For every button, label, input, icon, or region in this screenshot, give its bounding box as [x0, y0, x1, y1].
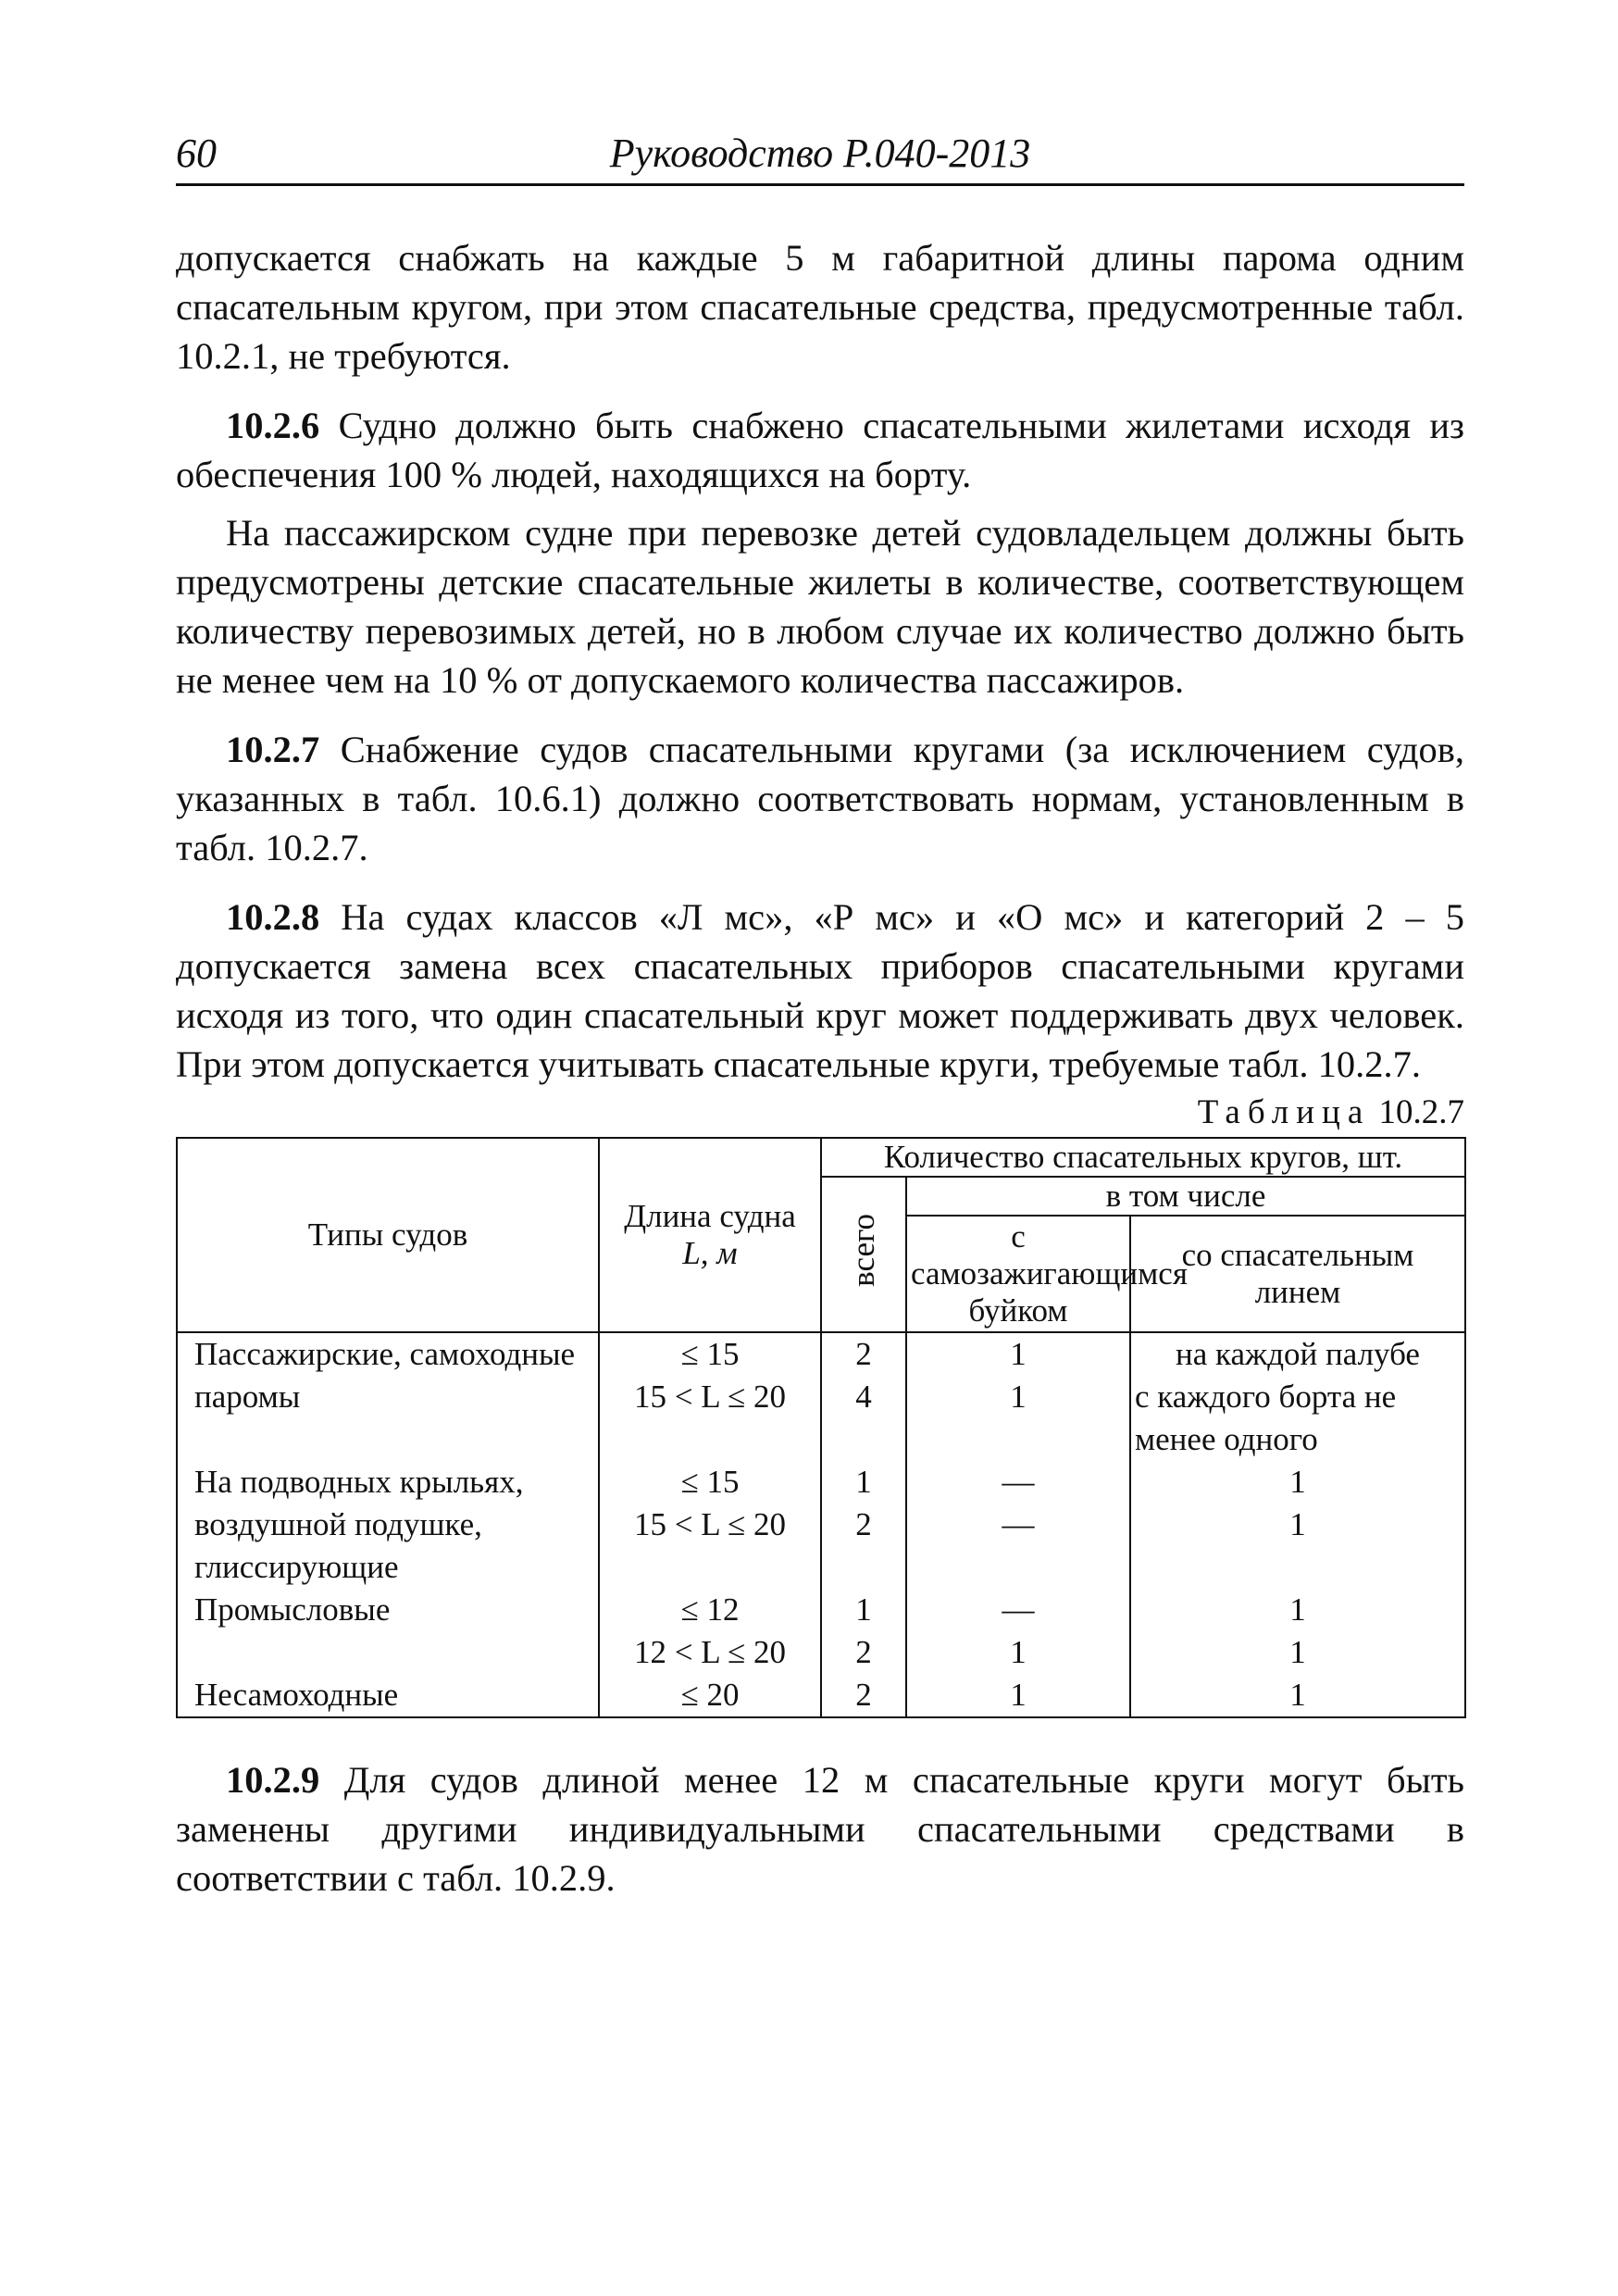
total-value: 2	[855, 1677, 872, 1713]
buoy-value: 1	[1010, 1634, 1027, 1670]
line-value: 1	[1289, 1634, 1306, 1670]
buoy-value: 1	[1010, 1336, 1027, 1372]
line-value: 1	[1289, 1591, 1306, 1628]
total-cell	[821, 1461, 906, 1589]
table-caption-word: Таблица	[1197, 1093, 1371, 1131]
buoy-value: —	[1002, 1464, 1035, 1500]
total-value: 2	[855, 1506, 872, 1542]
length-value: 15 < L ≤ 20	[633, 1379, 787, 1415]
buoy-value: —	[1002, 1506, 1035, 1542]
buoy-cell	[906, 1674, 1130, 1717]
header-total-label: всего	[845, 1214, 881, 1287]
total-cell	[821, 1332, 906, 1461]
clause-number: 10.2.7	[226, 729, 320, 770]
line-value: на каждой палубе	[1176, 1336, 1420, 1372]
line-cell	[1130, 1461, 1465, 1589]
page-header	[176, 130, 1464, 186]
table-row	[177, 1332, 1465, 1461]
clause-number: 10.2.8	[226, 896, 320, 938]
ship-type: Пассажирские, самоходные паромы	[177, 1332, 599, 1461]
total-value: 2	[855, 1336, 872, 1372]
table-caption-number: 10.2.7	[1378, 1093, 1464, 1131]
header-length-label: Длина судна	[624, 1198, 796, 1234]
buoy-value: 1	[1010, 1677, 1027, 1713]
paragraph-10-2-9	[176, 1755, 1464, 1903]
length-value: ≤ 15	[680, 1464, 740, 1500]
header-length-unit: L, м	[682, 1235, 738, 1271]
header-including: в том числе	[906, 1177, 1465, 1216]
total-value: 1	[855, 1464, 872, 1500]
page-number: 60	[176, 131, 217, 176]
header-self-igniting: с самозажигающимся буйком	[906, 1216, 1130, 1332]
paragraph: допускается снабжать на каждые 5 м габаритной длины парома одним спасательным кругом, при этом спасательные средства, предусмотренные табл. 10.2.1, не требуются.	[176, 237, 1464, 377]
line-value: 1	[1289, 1506, 1306, 1542]
paragraph-10-2-7	[176, 725, 1464, 872]
line-value: 1	[1289, 1464, 1306, 1500]
length-cell	[599, 1674, 821, 1717]
line-cell	[1130, 1589, 1465, 1674]
total-cell	[821, 1589, 906, 1674]
table-row	[177, 1461, 1465, 1589]
header-count: Количество спасательных кругов, шт.	[821, 1138, 1465, 1177]
lifebuoy-table	[176, 1137, 1466, 1718]
length-cell	[599, 1589, 821, 1674]
header-length	[599, 1138, 821, 1332]
clause-text: Снабжение судов спасательными кругами (за исключением судов, указанных в табл. 10.6.1) должно соответствовать нормам, установленным в табл. 10.2.7.	[176, 729, 1464, 868]
length-value: 12 < L ≤ 20	[633, 1634, 787, 1670]
buoy-cell	[906, 1461, 1130, 1589]
length-cell	[599, 1461, 821, 1589]
clause-text: Судно должно быть снабжено спасательными жилетами исходя из обеспечения 100 % людей, находящихся на борту.	[176, 405, 1464, 495]
line-cell	[1130, 1332, 1465, 1461]
header-type: Типы судов	[177, 1138, 599, 1332]
buoy-cell	[906, 1589, 1130, 1674]
ship-type: Несамоходные	[177, 1674, 599, 1717]
ship-type: На подводных крыльях, воздушной подушке, глиссирующие	[177, 1461, 599, 1589]
body-text	[176, 233, 1464, 1903]
total-value: 2	[855, 1634, 872, 1670]
clause-number: 10.2.6	[226, 405, 320, 446]
line-value: 1	[1289, 1677, 1306, 1713]
clause-number: 10.2.9	[226, 1759, 320, 1801]
clause-text: Для судов длиной менее 12 м спасательные круги могут быть заменены другими индивидуальными спасательными средствами в соответствии с табл. 10.2.9.	[176, 1759, 1464, 1899]
total-value: 4	[855, 1379, 872, 1415]
buoy-value: 1	[1010, 1379, 1027, 1415]
total-cell	[821, 1674, 906, 1717]
document-title: Руководство Р.040-2013	[609, 131, 1031, 176]
table-row	[177, 1589, 1465, 1674]
buoy-cell	[906, 1332, 1130, 1461]
length-value: 15 < L ≤ 20	[633, 1506, 787, 1542]
length-value: ≤ 12	[680, 1591, 740, 1628]
table-caption	[176, 1092, 1464, 1133]
ship-type: Промысловые	[177, 1589, 599, 1674]
paragraph-10-2-6	[176, 401, 1464, 499]
paragraph-10-2-8	[176, 892, 1464, 1089]
length-value: ≤ 20	[680, 1677, 740, 1713]
buoy-value: —	[1002, 1591, 1035, 1628]
clause-text: На судах классов «Л мс», «Р мс» и «О мс» и категорий 2 – 5 допускается замена всех спасательных приборов спасательными кругами исходя из того, что один спасательный круг может поддерживать двух человек. При этом допускается учитывать спасательные круги, требуемые табл. 10.2.7.	[176, 896, 1464, 1085]
line-cell	[1130, 1674, 1465, 1717]
length-value: ≤ 15	[680, 1336, 740, 1372]
header-with-line: со спасательным линем	[1130, 1216, 1465, 1332]
length-cell	[599, 1332, 821, 1461]
header-total	[821, 1177, 906, 1332]
total-value: 1	[855, 1591, 872, 1628]
document-page	[176, 0, 1464, 2296]
table-row	[177, 1674, 1465, 1717]
paragraph: На пассажирском судне при перевозке детей судовладельцем должны быть предусмотрены детские спасательные жилеты в количестве, соответствующем количеству перевозимых детей, но в любом случае их количество должно быть не менее чем на 10 % от допускаемого количества пассажиров.	[176, 512, 1464, 701]
line-value: с каждого борта не менее одного	[1135, 1379, 1397, 1457]
